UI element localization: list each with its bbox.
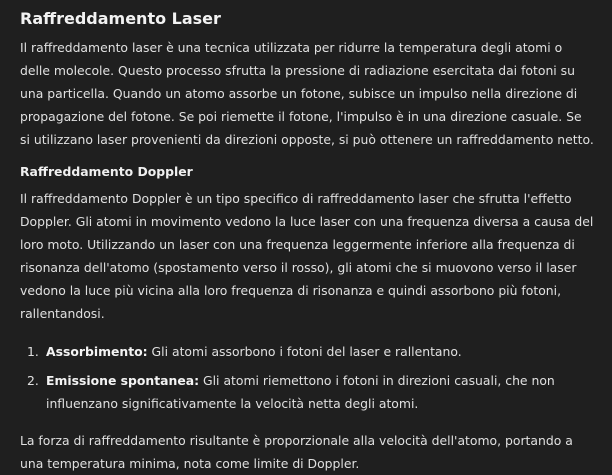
steps-list bbox=[20, 340, 594, 415]
conclusion-paragraph: La forza di raffreddamento risultante è proporzionale alla velocità dell'atomo, portando a una temperatura minima, nota come limite di Doppler. bbox=[20, 433, 573, 471]
list-term: Emissione spontanea: bbox=[46, 373, 200, 388]
doppler-heading: Raffreddamento Doppler bbox=[20, 164, 193, 179]
page-title: Raffreddamento Laser bbox=[20, 9, 221, 28]
list-text: Gli atomi riemettono i fotoni in direzioni casuali, che non influenzano significativamente la velocità netta degli atomi. bbox=[46, 373, 555, 411]
list-term: Assorbimento: bbox=[46, 344, 148, 359]
list-number: 1. bbox=[27, 344, 39, 359]
doppler-paragraph: Il raffreddamento Doppler è un tipo specifico di raffreddamento laser che sfrutta l'effetto Doppler. Gli atomi in movimento vedono la luce laser con una frequenza diversa a causa del loro moto. Utilizzando un laser con una frequenza leggermente inferiore alla frequenza di risonanza dell'atomo (spostamento verso il rosso), gli atomi che si muovono verso il laser vedono la luce più vicina alla loro frequenza di risonanza e quindi assorbono più fotoni, rallentandosi. bbox=[20, 191, 594, 321]
list-number: 2. bbox=[27, 373, 39, 388]
list-text: Gli atomi assorbono i fotoni del laser e rallentano. bbox=[147, 344, 462, 359]
intro-paragraph: Il raffreddamento laser è una tecnica utilizzata per ridurre la temperatura degli atomi o delle molecole. Questo processo sfrutta la pressione di radiazione esercitata dai fotoni su una particella. Quando un atomo assorbe un fotone, subisce un impulso nella direzione di propagazione del fotone. Se poi riemette il fotone, l'impulso è in una direzione casuale. Se si utilizzano laser provenienti da direzioni opposte, si può ottenere un raffreddamento netto. bbox=[20, 40, 594, 147]
list-item bbox=[20, 340, 594, 363]
list-item bbox=[20, 369, 594, 415]
